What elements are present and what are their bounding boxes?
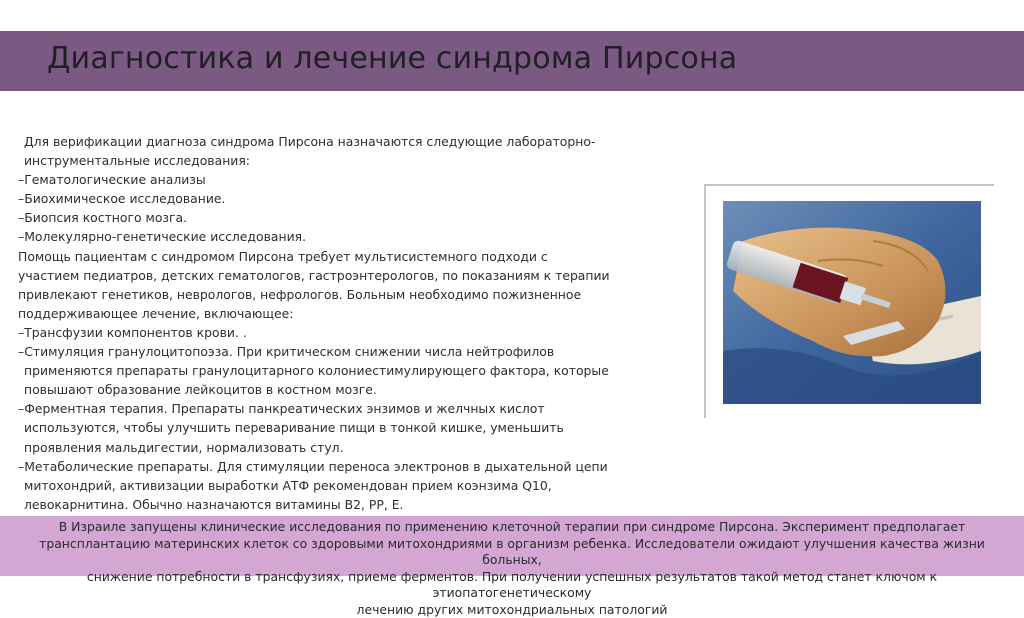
bottom-note-line: снижение потребности в трансфузиях, приеме ферментов. При получении успешных результатов такой метод станет ключом к этиопатогенетическому <box>86 568 938 600</box>
treatment-detail: применяются препараты гранулоцитарного колониестимулирующего фактора, которые <box>24 363 609 379</box>
test-item: –Биопсия костного мозга. <box>18 210 188 226</box>
help-line: Помощь пациентам с синдромом Пирсона требует мультисистемного подходи с <box>18 248 548 264</box>
treatment-detail: митохондрий, активизации выработки АТФ рекомендован прием коэнзима Q10, <box>24 477 552 493</box>
test-item: –Биохимическое исследование. <box>18 191 226 207</box>
bottom-note-line: лечению других митохондриальных патологий <box>356 601 668 617</box>
treatment-detail: проявления мальдигестии, нормализовать стул. <box>24 439 344 455</box>
help-line: привлекают генетиков, неврологов, нефрологов. Больным необходимо пожизненное <box>18 286 582 302</box>
treatment-item: –Стимуляция гранулоцитопоэза. При критическом снижении числа нейтрофилов <box>18 344 555 360</box>
bottom-note <box>0 516 1024 618</box>
title-bar <box>0 31 1024 91</box>
bottom-note-line: трансплантацию материнских клеток со здоровыми митохондриями в организм ребенка. Исследователи ожидают улучшения качества жизни больных, <box>39 535 985 567</box>
treatment-detail: используются, чтобы улучшить переваривание пищи в тонкой кишке, уменьшить <box>24 420 564 436</box>
main-text <box>0 132 640 514</box>
intro-line: Для верификации диагноза синдрома Пирсона назначаются следующие лабораторно- <box>24 134 596 149</box>
intro-line: инструментальные исследования: <box>24 153 250 169</box>
help-line: участием педиатров, детских гематологов, гастроэнтерологов, по показаниям к терапии <box>18 267 610 283</box>
slide-title: Диагностика и лечение синдрома Пирсона <box>47 41 738 76</box>
bottom-note-bar <box>0 516 1024 617</box>
treatment-item: –Ферментная терапия. Препараты панкреатических энзимов и желчных кислот <box>18 401 545 417</box>
treatment-item: –Метаболические препараты. Для стимуляции переноса электронов в дыхательной цепи <box>18 458 608 474</box>
treatment-detail: левокарнитина. Обычно назначаются витамины В2, РР, Е. <box>24 496 404 512</box>
help-line: поддерживающее лечение, включающее: <box>18 305 294 321</box>
treatment-detail: повышают образование лейкоцитов в костном мозге. <box>24 382 377 398</box>
test-item: –Молекулярно-генетические исследования. <box>18 229 307 245</box>
bottom-note-line: В Израиле запущены клинические исследования по применению клеточной терапии при синдроме Пирсона. Эксперимент предполагает <box>58 519 966 534</box>
bone-marrow-biopsy-photo <box>723 201 981 404</box>
test-item: –Гематологические анализы <box>18 172 206 188</box>
treatment-item: –Трансфузии компонентов крови. . <box>18 324 247 340</box>
